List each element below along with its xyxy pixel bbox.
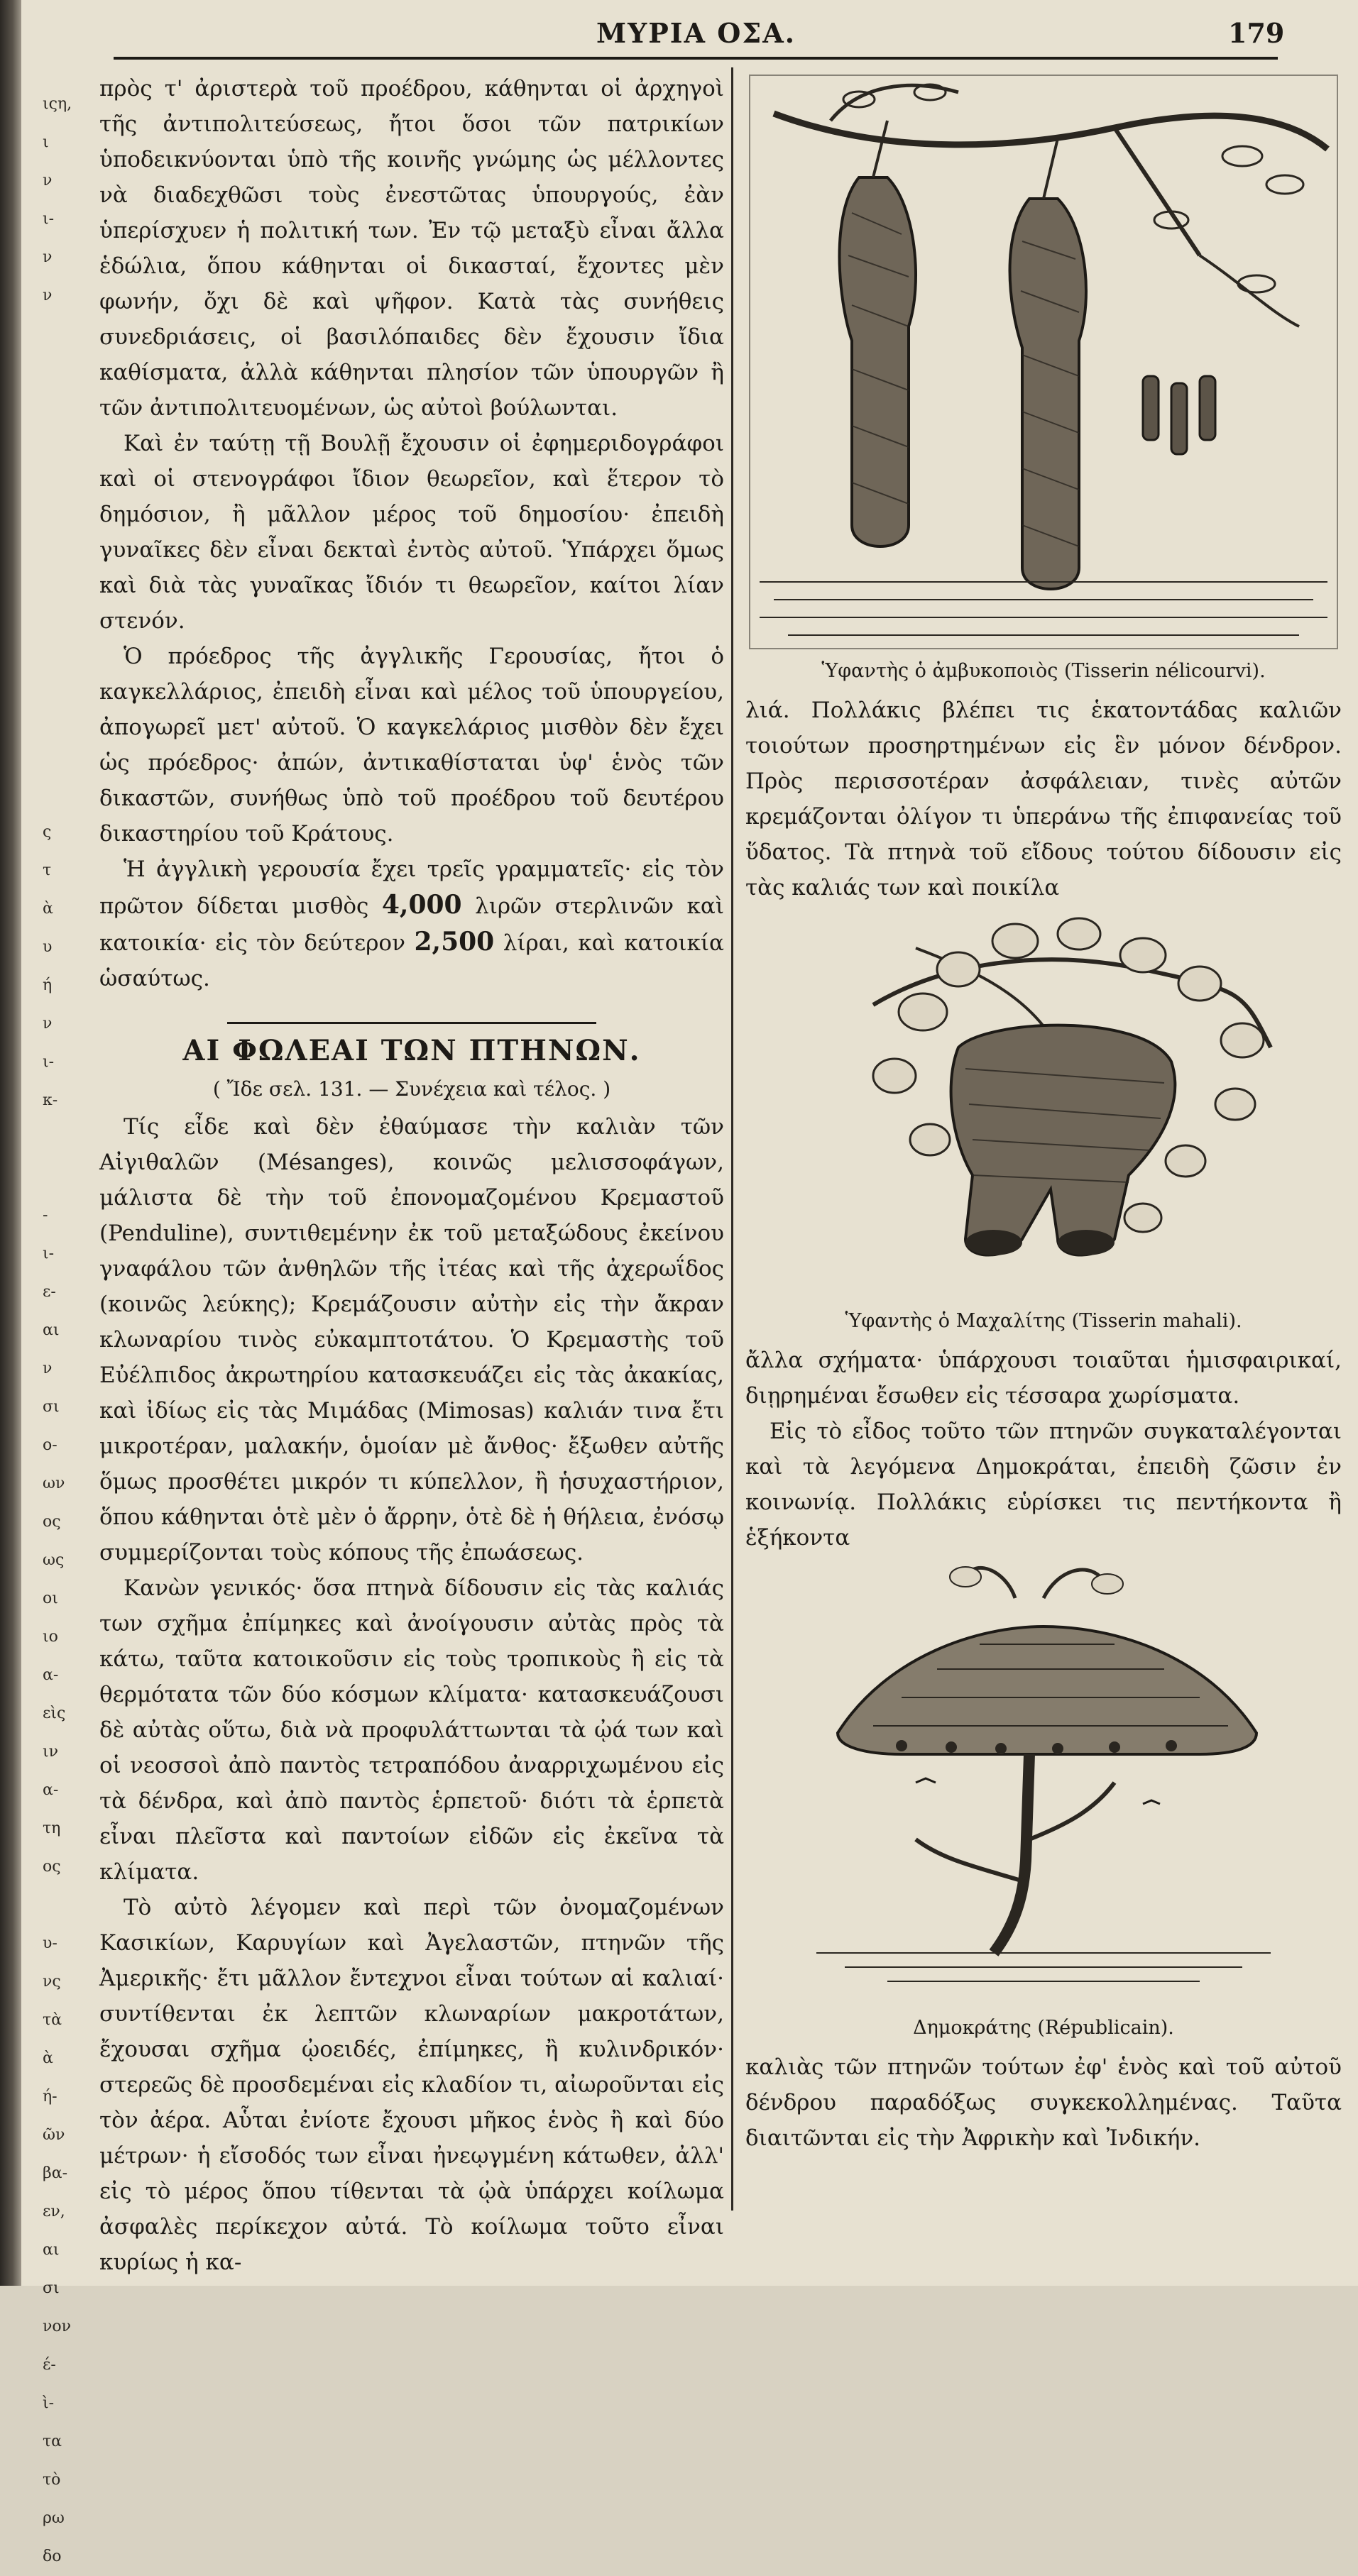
right-column-text bbox=[745, 693, 1342, 906]
paragraph-text: λιρῶν στερλινῶν καὶ κατοικία· εἰς τὸν δεύτερον bbox=[99, 893, 724, 956]
running-title: ΜΥΡΙΑ ΟΣΑ. bbox=[596, 17, 796, 49]
paragraph: Τὸ αὐτὸ λέγομεν καὶ περὶ τῶν ὀνομαζομένων Κασικίων, Καρυγίων καὶ Ἀγελαστῶν, πτηνῶν τῆς Ἀμερικῆς· ἔτι μᾶλλον ἔντεχνοι εἶναι τούτων αἱ καλιαί· συντίθενται ἐκ λεπτῶν κλωναρίων μακροτάτων, ἔχουσαι σχῆμα ᾠοειδές, ἐπίμηκες, ἢ κυλινδρικόν· στερεῶς δὲ προσδεμέναι εἰς κλαδίον τι, αἰωροῦνται εἰς τὸν ἀέρα. Αὗται ἐνίοτε ἔχουσι μῆκος ἑνὸς ἢ καὶ δύο μέτρων· ἡ εἴσοδός των εἶναι ἠνεῳγμένη κάτωθεν, ἀλλ' εἰς τὸ μέρος ὅπου τίθενται τὰ ᾠὰ ὑπάρχει κοίλωμα ἀσφαλὲς περίκεχον αὐτά. Τὸ κοίλωμα τοῦτο εἶναι κυρίως ἡ κα- bbox=[99, 1895, 724, 2275]
figure-caption: Ὑφαντὴς ὁ Μαχαλίτης (Tisserin mahali). bbox=[845, 1310, 1242, 1332]
right-column-text bbox=[745, 1343, 1342, 1556]
paragraph: Κανὼν γενικός· ὅσα πτηνὰ δίδουσιν εἰς τὰς καλιάς των σχῆμα ἐπίμηκες καὶ ἀνοίγουσιν αὐτὰς πρὸς τὰ κάτω, ταῦτα κατοικοῦσιν εἰς τοὺς τροπικοὺς ἢ εἰς τὰ θερμότατα τῶν δύο κόσμων κλίματα· κατασκευάζουσι δὲ αὐτὰς οὕτω, διὰ νὰ προφυλάττωνται τὰ ᾠά των καὶ οἱ νεοσσοὶ ἀπὸ παντὸς τετραπόδου ἀναρριχωμένου εἰς τὰ δένδρα, καὶ ἀπὸ παντὸς ἑρπετοῦ· διότι τὰ ἑρπετὰ εἶναι πλεῖστα καὶ παντοίων εἰδῶν εἰς ἐκεῖνα τὰ κλίματα. bbox=[99, 1575, 724, 1885]
page-header bbox=[21, 7, 1358, 57]
paragraph: Τίς εἶδε καὶ δὲν ἐθαύμασε τὴν καλιὰν τῶν Αἰγιθαλῶν (Mésanges), κοινῶς μελισσοφάγων, μάλιστα δὲ τὴν τοῦ ἐπονομαζομένου Κρεμαστοῦ (Penduline), συντιθεμένην ἐκ τοῦ μεταξώδους ἐκείνου γναφάλου τῶν ἀνθηλῶν τῆς ἰτέας καὶ τῆς ἀχερωΐδος (κοινῶς λεύκης); Κρεμάζουσιν αὐτὴν εἰς τὴν ἄκραν κλωναρίου τινὸς εὐκαμπτοτάτου. Ὁ Κρεμαστὴς τοῦ Εὐέλπιδος ἀκρωτηρίου κατασκευάζει εἰς τὰς ἀκακίας, καὶ ἰδίως εἰς τὰς Μιμάδας (Mimosas) καλιάν τινα ἔτι μικροτέραν, μαλακήν, ὁμοίαν μὲ ἄνθος· ἔξωθεν αὐτῆς ὅμως προσθέτει μικρόν τι κύπελλον, ἢ ἡσυχαστήριον, ὅπου κάθηνται ὁτὲ μὲν ὁ ἄρρην, ὁτὲ δὲ ἡ θήλεια, ἐνόσῳ συμμερίζονται τοὺς κόπους τῆς ἐπωάσεως. bbox=[99, 1114, 724, 1565]
paragraph bbox=[99, 852, 724, 996]
figure-weaver-nelicourvi bbox=[745, 71, 1342, 686]
figure-caption: Δημοκράτης (Républicain). bbox=[913, 2017, 1174, 2039]
book-binding-edge bbox=[0, 0, 21, 2286]
column-divider bbox=[731, 67, 733, 2211]
figure-weaver-mahali bbox=[745, 906, 1342, 1336]
page-number: 179 bbox=[1228, 17, 1285, 49]
paragraph-text: λίραι, καὶ κατοικία ὡσαύτως. bbox=[99, 930, 724, 991]
facing-page-edge-fragments: ιςη, ι ν ι- ν ν ς τ ὰ υ ή ν ι- κ- - ι- ε- αι ν σι ο- ων ος ως οι ιο α- εὶς ιν α- τη ος υ- νς τὰ ὰ ή- ῶν βα- εν, αι σι νον έ- ὶ- τα τὸ ρω δο bbox=[43, 95, 72, 2565]
paragraph: καλιὰς τῶν πτηνῶν τούτων ἐφ' ἑνὸς καὶ τοῦ αὐτοῦ δένδρου παραδόξως συγκεκολλημένας. Ταῦτα διαιτῶνται εἰς τὴν Ἀφρικὴν καὶ Ἰνδικήν. bbox=[745, 2054, 1342, 2151]
paragraph: ἄλλα σχήματα· ὑπάρχουσι τοιαῦται ἡμισφαιρικαί, διῃρημέναι ἔσωθεν εἰς τέσσαρα χωρίσματα. bbox=[745, 1348, 1342, 1409]
right-column bbox=[745, 71, 1342, 2156]
section-title: ΑΙ ΦΩΛΕΑΙ ΤΩΝ ΠΤΗΝΩΝ. bbox=[182, 1034, 641, 1067]
paragraph: Ὁ πρόεδρος τῆς ἀγγλικῆς Γερουσίας, ἤτοι ὁ καγκελλάριος, ἐπειδὴ εἶναι καὶ μέλος τοῦ ὑπουργείου, ἀπογωρεῖ μετ' αὐτοῦ. Ὁ καγκελάριος μισθὸν δὲν ἔχει ὡς πρόεδρος· ἀπών, ἀντικαθίσταται ὑφ' ἑνὸς τῶν δικαστῶν, συνήθως ὑπὸ τοῦ προέδρου τοῦ δευτέρου δικαστηρίου τοῦ Κράτους. bbox=[99, 644, 724, 847]
header-rule bbox=[114, 57, 1278, 60]
section-divider bbox=[227, 1022, 596, 1024]
figure-caption: Ὑφαντὴς ὁ ἀμβυκοποιὸς (Tisserin nélicourvi). bbox=[821, 660, 1266, 682]
paragraph-text: Ἡ ἀγγλικὴ γερουσία ἔχει τρεῖς γραμματεῖς· εἰς τὸν πρῶτον δίδεται μισθὸς bbox=[99, 857, 724, 919]
paragraph: λιά. Πολλάκις βλέπει τις ἑκατοντάδας καλιῶν τοιούτων προσηρτημένων εἰς ἓν μόνον δένδρον. Πρὸς περισσοτέραν ἀσφάλειαν, τινὲς αὐτῶν κρεμάζονται ὀλίγον τι ὑπεράνω τῆς ἐπιφανείας τοῦ ὕδατος. Τὰ πτηνὰ τοῦ εἴδους τούτου δίδουσιν εἰς τὰς καλιάς των καὶ ποικίλα bbox=[745, 698, 1342, 901]
paragraph: Καὶ ἐν ταύτῃ τῇ Βουλῇ ἔχουσιν οἱ ἐφημεριδογράφοι καὶ οἱ στενογράφοι ἴδιον θεωρεῖον, καὶ ἕτερον τὸ δημόσιον, ἢ μᾶλλον μέρος τοῦ δημοσίου· ἐπειδὴ γυναῖκες δὲν εἶναι δεκταὶ ἐντὸς αὐτοῦ. Ὑπάρχει ὅμως καὶ διὰ τὰς γυναῖκας ἴδιόν τι θεωρεῖον, καίτοι λίαν στενόν. bbox=[99, 431, 724, 634]
section-reference: ( Ἴδε σελ. 131. — Συνέχεια καὶ τέλος. ) bbox=[212, 1077, 611, 1101]
engraving-communal-umbrella-nest bbox=[745, 1556, 1342, 2010]
salary-amount-first: 4,000 bbox=[381, 890, 462, 920]
paragraph: Εἰς τὸ εἶδος τοῦτο τῶν πτηνῶν συγκαταλέγονται καὶ τὰ λεγόμενα Δημοκράται, ἐπειδὴ ζῶσιν ἐν κοινωνίᾳ. Πολλάκις εὑρίσκει τις πεντήκοντα ἢ ἑξήκοντα bbox=[745, 1419, 1342, 1551]
left-column bbox=[99, 71, 724, 2280]
paragraph: πρὸς τ' ἀριστερὰ τοῦ προέδρου, κάθηνται οἱ ἀρχηγοὶ τῆς ἀντιπολιτεύσεως, ἤτοι ὅσοι τῶν πατρικίων ὑποδεικνύονται ὑπὸ τῆς κοινῆς γνώμης ὡς μέλλοντες νὰ διαδεχθῶσι τοὺς ἐνεστῶτας ὑπουργούς, ἐὰν ὑπερίσχυεν ἡ πολιτική των. Ἐν τῷ μεταξὺ εἶναι ἄλλα ἑδώλια, ὅπου κάθηνται οἱ δικασταί, ἔχοντες μὲν φωνήν, ὄχι δὲ καὶ ψῆφον. Κατὰ τὰς συνήθεις συνεδριάσεις, οἱ βασιλόπαιδες δὲν ἔχουσιν ἴδια καθίσματα, ἀλλὰ κάθηνται πλησίον τῶν ὑπουργῶν ἢ τῶν ἀντιπολιτευομένων, ὡς αὐτοὶ βούλωνται. bbox=[99, 76, 724, 421]
engraving-hanging-tube-nests bbox=[745, 71, 1342, 653]
page bbox=[21, 0, 1358, 2565]
salary-amount-second: 2,500 bbox=[414, 927, 495, 957]
figure-republican-bird bbox=[745, 1556, 1342, 2042]
engraving-leafy-twin-nest bbox=[745, 906, 1342, 1303]
right-column-text bbox=[745, 2049, 1342, 2156]
